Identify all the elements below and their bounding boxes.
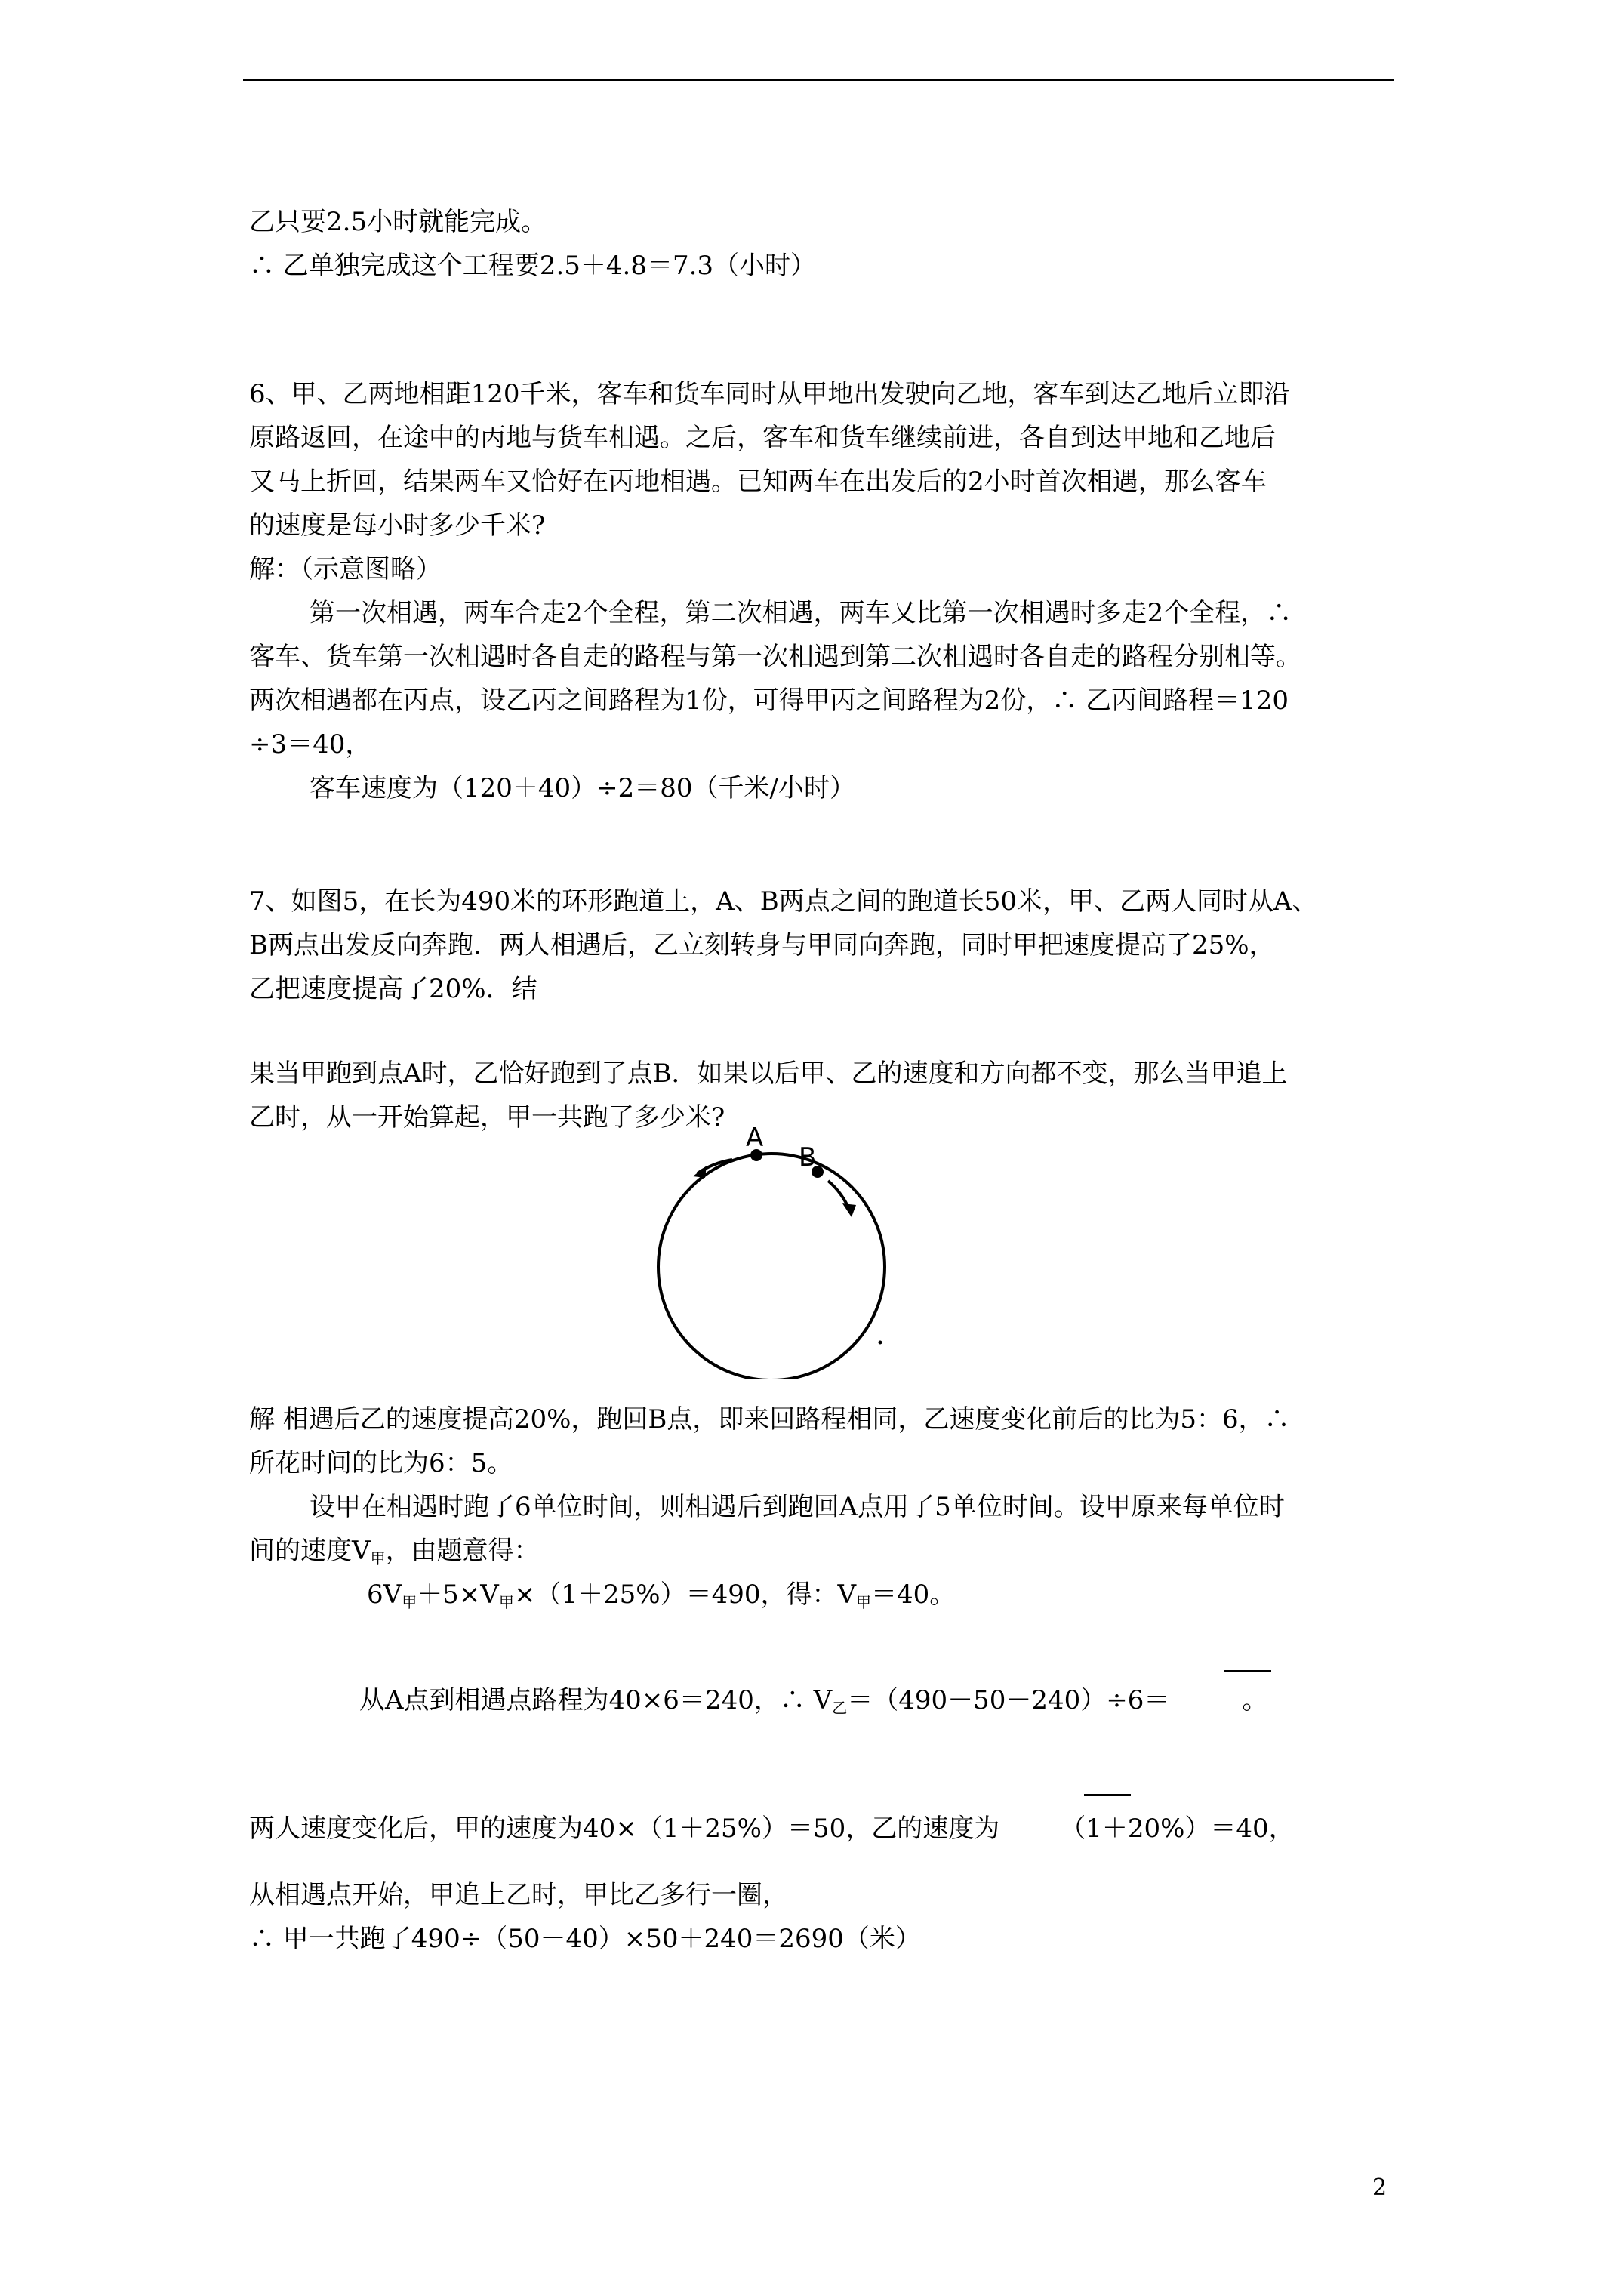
solution-7-line: 解 相遇后乙的速度提高20%，跑回B点，即来回路程相同，乙速度变化前后的比为5：6，∴	[249, 1404, 1290, 1435]
track-figure	[649, 1122, 891, 1379]
problem-7-line: B两点出发反向奔跑．两人相遇后，乙立刻转身与甲同向奔跑，同时甲把速度提高了25%，	[249, 930, 1275, 960]
solution-7-line: 所花时间的比为6：5。	[249, 1448, 513, 1478]
problem-6-line: 原路返回，在途中的丙地与货车相遇。之后，客车和货车继续前进，各自到达甲地和乙地后	[249, 423, 1276, 453]
solution-7-line: 从相遇点开始，甲追上乙时，甲比乙多行一圈，	[249, 1880, 788, 1910]
solution-6-line: ÷3＝40，	[249, 729, 371, 760]
label-b: B	[799, 1142, 817, 1173]
problem-7-line: 7、如图5，在长为490米的环形跑道上，A、B两点之间的跑道长50米，甲、乙两人同时从A、	[249, 886, 1318, 917]
text-seg: ，由题意得：	[385, 1536, 540, 1566]
page-number: 2	[1372, 2174, 1387, 2201]
subscript: 甲	[370, 1549, 386, 1567]
solution-6-heading: 解：（示意图略）	[249, 554, 442, 584]
text-line: 乙只要2.5小时就能完成。	[249, 207, 547, 237]
solution-7-answer: ∴ 甲一共跑了490÷（50－40）×50＋240＝2690（米）	[249, 1924, 921, 1954]
text-line: ∴ 乙单独完成这个工程要2.5＋4.8＝7.3（小时）	[249, 251, 817, 281]
problem-7-line: 乙时，从一开始算起，甲一共跑了多少米?	[249, 1102, 725, 1133]
text-seg: 从A点到相遇点路程为40×6＝240，∴ V	[359, 1685, 833, 1715]
header-rule	[243, 79, 1394, 81]
stray-dot	[879, 1341, 882, 1345]
problem-6-line: 6、甲、乙两地相距120千米，客车和货车同时从甲地出发驶向乙地，客车到达乙地后立即沿	[249, 379, 1290, 409]
problem-7-line: 乙把速度提高了20%．结	[249, 974, 537, 1004]
problem-6-line: 又马上折回，结果两车又恰好在丙地相遇。已知两车在出发后的2小时首次相遇，那么客车	[249, 467, 1267, 497]
text-seg: ＝40。	[871, 1579, 956, 1610]
problem-6-line: 的速度是每小时多少千米?	[249, 510, 546, 541]
solution-7-line	[249, 1814, 1295, 1844]
text-seg: 两人速度变化后，甲的速度为40×（1＋25%）＝50，乙的速度为	[249, 1814, 1000, 1844]
solution-6-line: 第一次相遇，两车合走2个全程，第二次相遇，两车又比第一次相遇时多走2个全程，∴	[310, 598, 1292, 628]
arrow-a-head	[693, 1166, 707, 1178]
solution-6-line: 客车、货车第一次相遇时各自走的路程与第一次相遇到第二次相遇时各自走的路程分别相等。	[249, 642, 1301, 672]
subscript: 乙	[832, 1699, 848, 1717]
circular-track-diagram	[649, 1122, 891, 1379]
text-seg: ＝（490－50－240）÷6＝	[847, 1685, 1170, 1715]
solution-7-line	[249, 1536, 540, 1569]
fraction-bar	[1224, 1670, 1271, 1672]
solution-6-answer: 客车速度为（120＋40）÷2＝80（千米/小时）	[310, 773, 855, 803]
text-seg: ×（1＋25%）＝490，得：V	[513, 1579, 857, 1610]
subscript: 甲	[498, 1593, 514, 1611]
text-seg: ＋5×V	[417, 1579, 499, 1610]
problem-7-line: 果当甲跑到点A时，乙恰好跑到了点B．如果以后甲、乙的速度和方向都不变，那么当甲追上	[249, 1059, 1288, 1089]
solution-6-line: 两次相遇都在丙点，设乙丙之间路程为1份，可得甲丙之间路程为2份，∴ 乙丙间路程＝120	[249, 686, 1289, 716]
track-circle	[658, 1154, 885, 1379]
arrow-b-head	[842, 1203, 856, 1217]
subscript: 甲	[856, 1593, 872, 1611]
subscript: 甲	[402, 1593, 417, 1611]
text-seg: （1＋20%）＝40，	[1060, 1814, 1295, 1844]
solution-7-line: 设甲在相遇时跑了6单位时间，则相遇后到跑回A点用了5单位时间。设甲原来每单位时	[310, 1492, 1285, 1522]
text-seg: 6V	[367, 1579, 402, 1610]
text-seg: 间的速度V	[249, 1536, 371, 1566]
equation-line	[367, 1579, 955, 1613]
text-seg: 。	[1242, 1685, 1268, 1715]
label-a: A	[746, 1123, 764, 1153]
equation-line	[359, 1685, 1267, 1718]
fraction-bar	[1084, 1794, 1131, 1796]
